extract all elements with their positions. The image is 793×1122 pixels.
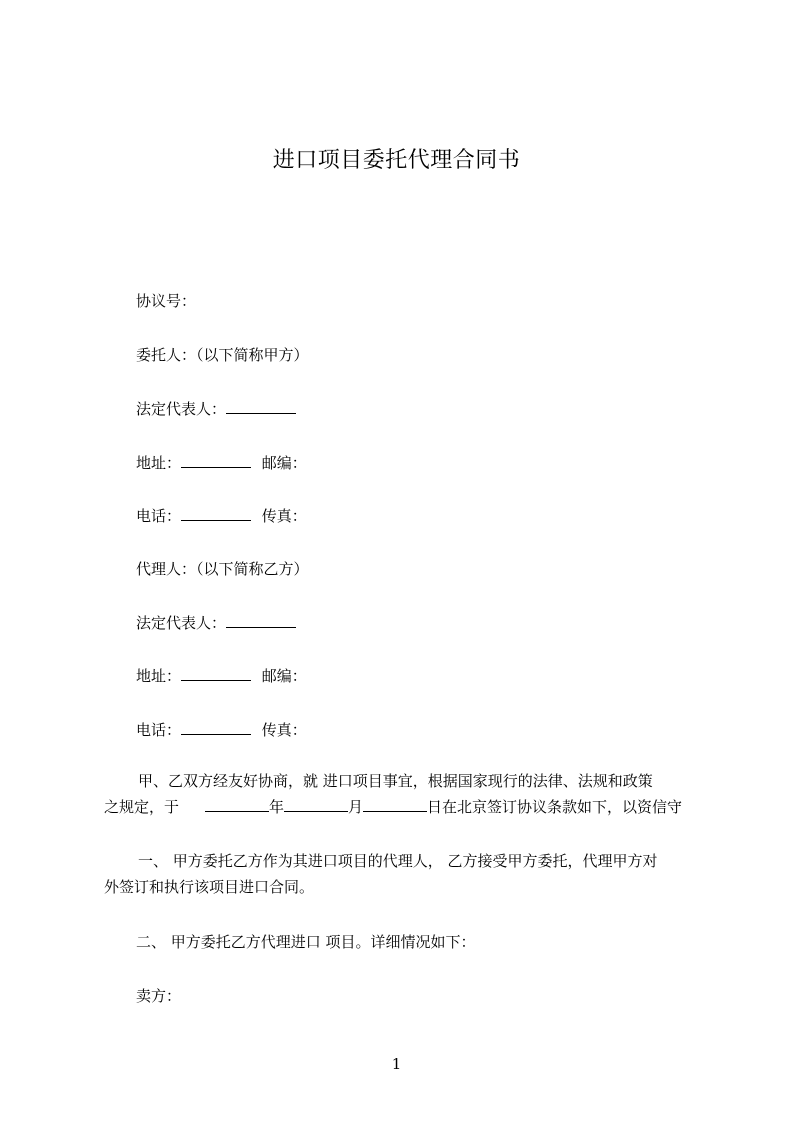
principal-address-line — [136, 452, 307, 473]
principal-label: 委托人：（以下简称甲方） — [136, 346, 309, 364]
intro-prefix: 之规定，于 — [104, 798, 180, 816]
day-blank — [363, 796, 427, 812]
principal-legal-rep-line — [136, 398, 296, 419]
agent-fax-label: 传真： — [261, 721, 307, 739]
agent-legal-rep-line — [136, 612, 296, 633]
agent-address-blank — [181, 665, 251, 681]
agent-phone-label: 电话： — [136, 721, 182, 739]
clause-1 — [104, 848, 702, 900]
agent-label: 代理人：（以下简称乙方） — [136, 560, 309, 578]
agreement-no-line — [136, 291, 196, 311]
agent-legal-rep-blank — [226, 612, 296, 628]
clause-2-text: 二、 甲方委托乙方代理进口 项目。详细情况如下： — [136, 933, 476, 951]
principal-address-label: 地址： — [136, 454, 182, 472]
principal-address-blank — [181, 452, 251, 468]
agent-address-label: 地址： — [136, 667, 182, 685]
clause-2 — [136, 932, 476, 952]
principal-phone-blank — [181, 505, 251, 521]
principal-line — [136, 345, 309, 365]
principal-legal-rep-label: 法定代表人： — [136, 400, 227, 418]
day-suffix: 日在北京签订协议条款如下，以资信守 — [427, 798, 683, 816]
agent-address-line — [136, 665, 307, 686]
document-title: 进口项目委托代理合同书 — [272, 148, 521, 173]
month-blank — [284, 796, 348, 812]
principal-legal-rep-blank — [226, 398, 296, 414]
agent-legal-rep-label: 法定代表人： — [136, 614, 227, 632]
clause-1-line-2: 外签订和执行该项目进口合同。 — [104, 878, 315, 896]
agent-postcode-label: 邮编： — [261, 667, 307, 685]
agent-phone-line — [136, 719, 307, 740]
year-label: 年 — [269, 798, 285, 816]
principal-fax-label: 传真： — [261, 507, 307, 525]
month-label: 月 — [348, 798, 364, 816]
intro-line-1: 甲、乙双方经友好协商，就 进口项目事宜，根据国家现行的法律、法规和政策 — [138, 772, 653, 790]
seller-line — [136, 986, 181, 1006]
year-blank — [205, 796, 269, 812]
principal-phone-line — [136, 505, 307, 526]
page-number: 1 — [391, 1055, 402, 1073]
seller-label: 卖方： — [136, 987, 182, 1005]
intro-paragraph — [104, 768, 702, 820]
agent-line — [136, 559, 309, 579]
intro-line-2 — [104, 794, 702, 820]
principal-postcode-label: 邮编： — [261, 454, 307, 472]
agreement-no-label: 协议号： — [136, 292, 197, 310]
agent-phone-blank — [181, 719, 251, 735]
clause-1-line-1: 一、 甲方委托乙方作为其进口项目的代理人， 乙方接受甲方委托，代理甲方对 — [138, 852, 658, 870]
principal-phone-label: 电话： — [136, 507, 182, 525]
